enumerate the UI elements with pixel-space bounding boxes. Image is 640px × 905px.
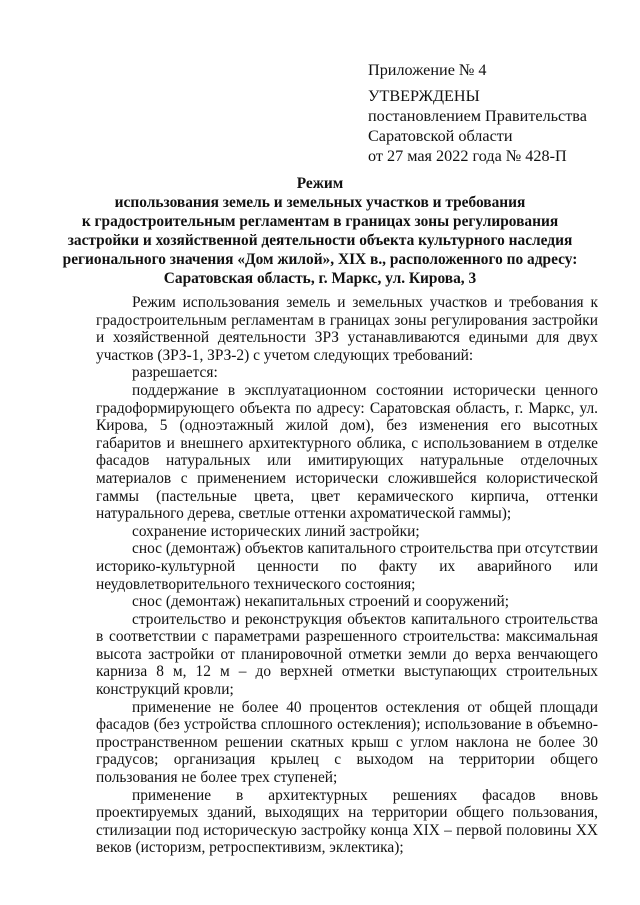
paragraph-allowed-heading: разрешается: [132,364,218,382]
title-line-3: к градостроительным регламентам в границах зоны регулирования [81,213,559,230]
paragraph-construction: строительство и реконструкция объектов капитального строительства в соответствии с параметрами разрешенного строительства: максимальная высота застройки от планировочной отметки земли до верха венчающего карниза 8 м, 12 м – до верхней отметки выступающих строительных конструкций кровли; [96,610,598,699]
document-body [96,294,598,857]
paragraph-demolition-noncapital: снос (демонтаж) некапитальных строений и сооружений; [132,593,509,611]
paragraph-maintenance: поддержание в эксплуатационном состоянии исторически ценного градоформирующего объекта по адресу: Саратовская область, г. Маркс, ул. Кирова, 5 (одноэтажный жилой дом), без изменения его высотных габаритов и внешнего архитектурного облика, с использованием в отделке фасадов натуральных или имитирующих натуральные отделочных материалов с применением исторически сложившейся колористической гаммы (пастельные цвета, цвет керамического кирпича, оттенки натурального дерева, светлые оттенки ахроматической гаммы); [96,381,598,523]
title-line-2: использования земель и земельных участков и требования [114,194,526,211]
document-title [0,174,640,288]
title-line-5: регионального значения «Дом жилой», XIX в., расположенного по адресу: [62,251,578,268]
title-line-6: Саратовская область, г. Маркс, ул. Кирова, 3 [163,270,477,287]
approved-date: от 27 мая 2022 года № 428-П [368,147,567,165]
approval-block [368,86,587,166]
title-line-4: застройки и хозяйственной деятельности объекта культурного наследия [67,232,573,249]
paragraph-building-lines: сохранение исторических линий застройки; [132,522,420,540]
title-line-1: Режим [296,175,344,192]
paragraph-glazing: применение не более 40 процентов остекления от общей площади фасадов (без устройства сплошного остекления); использование в объемно-пространственном решении скатных крыш с углом наклона не более 30 градусов; организация крылец с выходом на территории общего пользования не более трех ступеней; [96,698,598,787]
appendix-label: Приложение № 4 [368,61,487,79]
approved-by-line-1: постановлением Правительства [368,107,587,125]
paragraph-facade-styling: применение в архитектурных решениях фасадов вновь проектируемых зданий, выходящих на территории общего пользования, стилизации под историческую застройку конца XIX – первой половины XX веков (историзм, ретроспективизм, эклектика); [96,786,598,857]
paragraph-intro: Режим использования земель и земельных участков и требования к градостроительным регламентам в границах зоны регулирования застройки и хозяйственной деятельности ЗРЗ устанавливаются едиными для двух участков (ЗРЗ-1, ЗРЗ-2) с учетом следующих требований: [96,294,598,364]
approved-by-line-2: Саратовской области [368,127,513,145]
paragraph-demolition-capital: снос (демонтаж) объектов капитального строительства при отсутствии историко-культурной ценности по факту их аварийного или неудовлетворительного технического состояния; [96,540,598,593]
approved-heading: УТВЕРЖДЕНЫ [368,87,480,105]
